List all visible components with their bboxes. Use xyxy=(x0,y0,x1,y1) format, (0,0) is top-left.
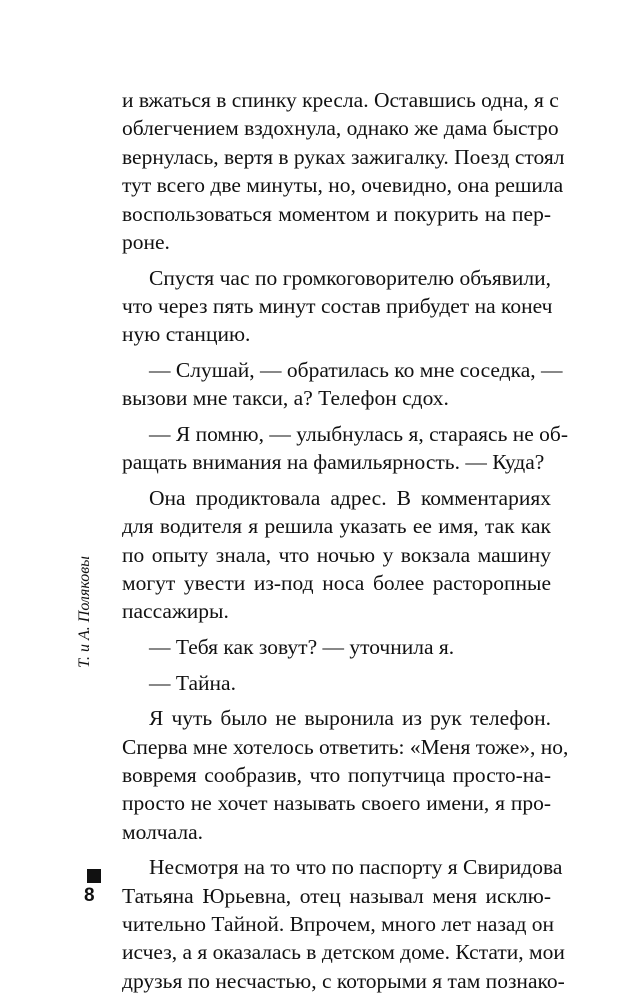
text-line: пассажиры. xyxy=(122,599,229,624)
text-line: воспользоваться моментом и покурить на пер- xyxy=(122,201,551,226)
text-line: Татьяна Юрьевна, отец называл меня исклю- xyxy=(122,883,551,908)
running-author-name: Т. и А. Поляковы xyxy=(76,556,93,668)
text-line: — Тайна. xyxy=(149,670,236,695)
text-line: могут увести из-под носа более расторопные xyxy=(122,571,551,595)
text-line: роне. xyxy=(122,229,170,254)
text-line: друзья по несчастью, с которыми я там познако- xyxy=(122,968,565,993)
text-line: вернулась, вертя в руках зажигалку. Поезд стоял xyxy=(122,144,565,169)
text-line: — Я помню, — улыбнулась я, стараясь не об- xyxy=(149,421,569,446)
text-line: исчез, а я оказалась в детском доме. Кстати, мои xyxy=(122,940,565,965)
text-line: ную станцию. xyxy=(122,322,251,347)
paragraph-gap xyxy=(122,661,551,668)
paragraph-gap xyxy=(122,349,551,356)
text-line: просто не хочет называть своего имени, я про- xyxy=(122,791,551,816)
paragraph-gap xyxy=(122,697,551,704)
text-line: чительно Тайной. Впрочем, много лет назад он xyxy=(122,912,555,937)
paragraph-gap xyxy=(122,477,551,484)
text-line: — Тебя как зовут? — уточнила я. xyxy=(149,634,455,659)
text-line: Несмотря на то что по паспорту я Свиридова xyxy=(149,855,563,880)
paragraph-gap xyxy=(122,626,551,633)
text-line: Она продиктовала адрес. В комментариях xyxy=(149,485,551,510)
text-line: молчала. xyxy=(122,819,203,844)
text-line: облегчением вздохнула, однако же дама быстро xyxy=(122,116,559,141)
page-body-text xyxy=(122,86,569,995)
text-line: что через пять минут состав прибудет на конеч xyxy=(122,293,553,318)
page-marker-square xyxy=(87,869,101,883)
text-line: вовремя сообразив, что попутчица просто-на- xyxy=(122,762,551,787)
text-line: Сперва мне хотелось ответить: «Меня тоже», но, xyxy=(122,734,569,759)
text-line: Спустя час по громкоговорителю объявили, xyxy=(149,265,551,290)
paragraph-gap xyxy=(122,413,551,420)
text-line: вызови мне такси, а? Телефон сдох. xyxy=(122,386,449,411)
text-line: и вжаться в спинку кресла. Оставшись одна, я с xyxy=(122,88,559,112)
text-line: — Слушай, — обратилась ко мне соседка, — xyxy=(149,357,563,382)
text-line: Я чуть было не выронила из рук телефон. xyxy=(149,706,551,731)
paragraph-gap xyxy=(122,846,551,853)
page-number: 8 xyxy=(84,885,95,906)
text-line: тут всего две минуты, но, очевидно, она решила xyxy=(122,173,564,198)
paragraph-gap xyxy=(122,256,551,263)
text-line: ращать внимания на фамильярность. — Куда? xyxy=(122,450,545,475)
text-line: по опыту знала, что ночью у вокзала машину xyxy=(122,542,551,567)
text-line: для водителя я решила указать ее имя, так как xyxy=(122,514,551,539)
